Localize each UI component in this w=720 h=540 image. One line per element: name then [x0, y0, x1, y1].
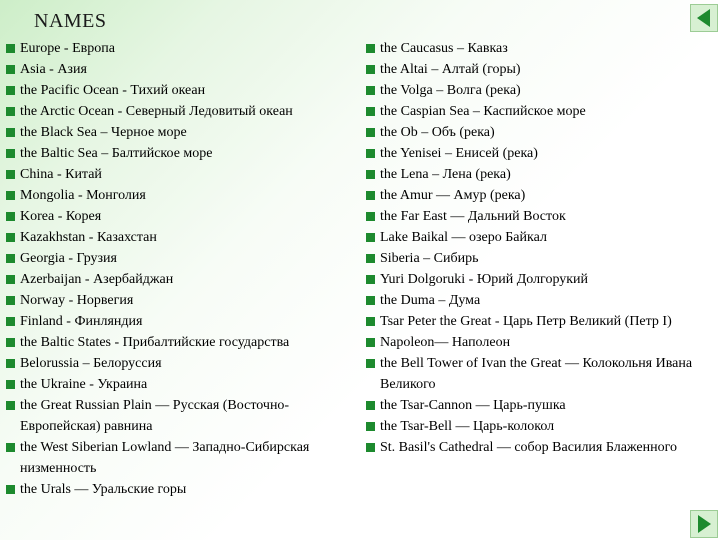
list-item — [366, 143, 716, 164]
page-title: NAMES — [34, 10, 107, 32]
square-bullet-icon — [366, 149, 375, 158]
list-item — [6, 479, 356, 500]
square-bullet-icon — [366, 107, 375, 116]
list-item-text: Yuri Dolgoruki - Юрий Долгорукий — [380, 272, 589, 287]
list-item — [6, 206, 356, 227]
square-bullet-icon — [6, 191, 15, 200]
list-item-text: Korea - Корея — [20, 209, 102, 224]
triangle-left-icon — [697, 9, 710, 27]
square-bullet-icon — [366, 254, 375, 263]
list-item — [6, 59, 356, 80]
square-bullet-icon — [366, 86, 375, 95]
square-bullet-icon — [366, 443, 375, 452]
names-list-left — [6, 38, 356, 500]
list-item — [6, 311, 356, 332]
list-item — [366, 353, 716, 395]
square-bullet-icon — [6, 317, 15, 326]
list-item — [6, 80, 356, 101]
square-bullet-icon — [366, 422, 375, 431]
list-item — [366, 269, 716, 290]
list-item-text: the Far East — Дальний Восток — [380, 209, 566, 224]
list-item — [6, 290, 356, 311]
list-item-text: the Baltic States - Прибалтийские государства — [20, 335, 290, 350]
square-bullet-icon — [366, 191, 375, 200]
list-item-text: the West Siberian Lowland — Западно-Сибирская низменность — [20, 440, 310, 476]
list-item-text: the Caspian Sea – Каспийское море — [380, 104, 586, 119]
list-item-text: Mongolia - Монголия — [20, 188, 146, 203]
list-item-text: Napoleon— Наполеон — [380, 335, 511, 350]
square-bullet-icon — [366, 170, 375, 179]
list-item-text: the Pacific Ocean - Тихий океан — [20, 83, 206, 98]
list-item-text: the Baltic Sea – Балтийское море — [20, 146, 213, 161]
square-bullet-icon — [6, 170, 15, 179]
list-item-text: the Arctic Ocean - Северный Ледовитый океан — [20, 104, 293, 119]
list-item — [366, 185, 716, 206]
square-bullet-icon — [366, 44, 375, 53]
list-item-text: Finland - Финляндия — [20, 314, 143, 329]
square-bullet-icon — [6, 443, 15, 452]
square-bullet-icon — [6, 128, 15, 137]
list-item — [366, 164, 716, 185]
list-item — [6, 332, 356, 353]
square-bullet-icon — [6, 296, 15, 305]
list-item-text: the Yenisei – Енисей (река) — [380, 146, 538, 161]
list-item — [6, 185, 356, 206]
list-item — [366, 122, 716, 143]
square-bullet-icon — [6, 359, 15, 368]
list-item-text: Asia - Азия — [20, 62, 87, 77]
list-item-text: St. Basil's Cathedral — собор Василия Блаженного — [380, 440, 677, 455]
square-bullet-icon — [6, 44, 15, 53]
square-bullet-icon — [366, 317, 375, 326]
list-item-text: Lake Baikal — озеро Байкал — [380, 230, 547, 245]
square-bullet-icon — [366, 212, 375, 221]
list-item — [6, 143, 356, 164]
list-item-text: the Tsar-Cannon — Царь-пушка — [380, 398, 566, 413]
square-bullet-icon — [6, 338, 15, 347]
square-bullet-icon — [366, 338, 375, 347]
list-item-text: the Caucasus – Кавказ — [380, 41, 508, 56]
square-bullet-icon — [366, 359, 375, 368]
list-item — [6, 38, 356, 59]
list-item-text: Azerbaijan - Азербайджан — [20, 272, 174, 287]
list-item — [366, 80, 716, 101]
list-item — [6, 164, 356, 185]
square-bullet-icon — [6, 380, 15, 389]
list-item — [6, 374, 356, 395]
list-item — [366, 38, 716, 59]
square-bullet-icon — [6, 149, 15, 158]
list-item — [366, 206, 716, 227]
list-item-text: the Ob – Объ (река) — [380, 125, 495, 140]
list-item-text: the Urals — Уральские горы — [20, 482, 187, 497]
list-item — [366, 59, 716, 80]
list-item-text: Georgia - Грузия — [20, 251, 117, 266]
square-bullet-icon — [366, 65, 375, 74]
list-item — [366, 416, 716, 437]
list-item-text: the Ukraine - Украина — [20, 377, 148, 392]
square-bullet-icon — [6, 401, 15, 410]
square-bullet-icon — [366, 128, 375, 137]
list-item-text: Tsar Peter the Great - Царь Петр Великий (Петр I) — [380, 314, 672, 329]
square-bullet-icon — [6, 275, 15, 284]
list-item-text: the Amur — Амур (река) — [380, 188, 526, 203]
list-item — [6, 269, 356, 290]
list-item-text: Europe - Европа — [20, 41, 115, 56]
list-item-text: Norway - Норвегия — [20, 293, 134, 308]
names-list-right — [366, 38, 716, 458]
list-item — [366, 332, 716, 353]
list-item — [366, 311, 716, 332]
square-bullet-icon — [366, 401, 375, 410]
list-item — [6, 395, 356, 437]
list-item — [6, 248, 356, 269]
list-item — [366, 248, 716, 269]
list-item-text: the Bell Tower of Ivan the Great — Колокольня Ивана Великого — [380, 356, 693, 392]
list-item — [366, 437, 716, 458]
list-item-text: Kazakhstan - Казахстан — [20, 230, 157, 245]
next-slide-button[interactable] — [690, 510, 718, 538]
list-item-text: the Volga – Волга (река) — [380, 83, 521, 98]
list-item — [6, 122, 356, 143]
list-item-text: the Great Russian Plain — Русская (Восточно-Европейская) равнина — [20, 398, 290, 434]
list-item — [366, 290, 716, 311]
list-item-text: the Duma – Дума — [380, 293, 481, 308]
list-item-text: Belorussia – Белоруссия — [20, 356, 162, 371]
list-item-text: the Lena – Лена (река) — [380, 167, 511, 182]
square-bullet-icon — [366, 233, 375, 242]
square-bullet-icon — [366, 275, 375, 284]
list-item — [6, 437, 356, 479]
list-item-text: Siberia – Сибирь — [380, 251, 479, 266]
square-bullet-icon — [6, 233, 15, 242]
list-item — [366, 395, 716, 416]
list-item — [6, 353, 356, 374]
square-bullet-icon — [6, 86, 15, 95]
square-bullet-icon — [6, 65, 15, 74]
square-bullet-icon — [366, 296, 375, 305]
list-item — [6, 101, 356, 122]
triangle-right-icon — [698, 515, 711, 533]
list-item — [6, 227, 356, 248]
previous-slide-button[interactable] — [690, 4, 718, 32]
list-item-text: the Altai – Алтай (горы) — [380, 62, 521, 77]
list-item-text: the Black Sea – Черное море — [20, 125, 187, 140]
square-bullet-icon — [6, 212, 15, 221]
square-bullet-icon — [6, 485, 15, 494]
list-item-text: China - Китай — [20, 167, 102, 182]
list-item-text: the Tsar-Bell — Царь-колокол — [380, 419, 555, 434]
list-item — [366, 101, 716, 122]
square-bullet-icon — [6, 254, 15, 263]
list-item — [366, 227, 716, 248]
square-bullet-icon — [6, 107, 15, 116]
